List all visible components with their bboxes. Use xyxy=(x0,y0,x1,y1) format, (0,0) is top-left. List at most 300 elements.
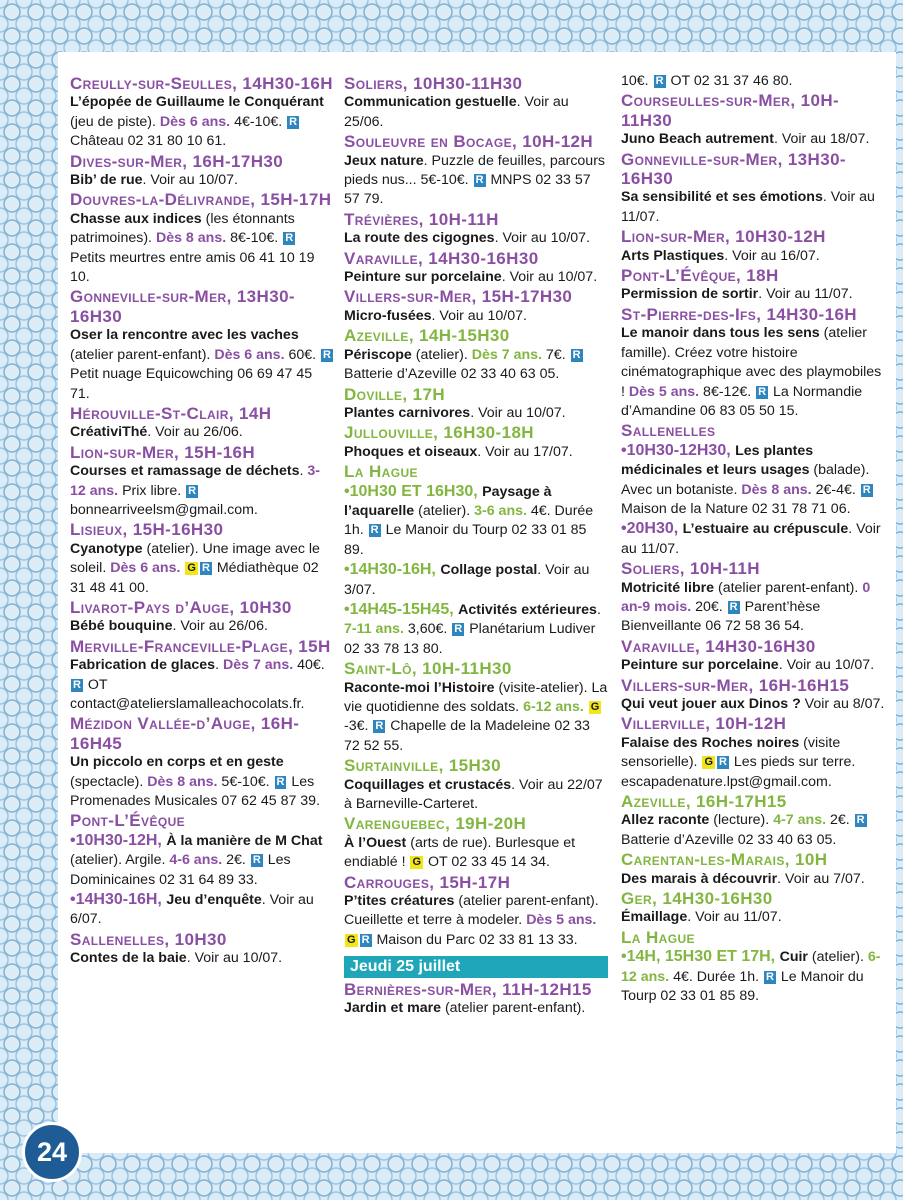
event-description: Voir au 8/07. xyxy=(800,696,885,712)
event-price: 2€. xyxy=(222,852,250,869)
event-description: . xyxy=(596,601,601,618)
event-details xyxy=(621,247,885,266)
reservation-badge-icon: R xyxy=(655,75,664,87)
town-heading: La Hague xyxy=(344,462,418,482)
reservation-badge-icon: R xyxy=(276,775,285,788)
event-details xyxy=(70,93,334,151)
event-description: (atelier). xyxy=(807,949,868,966)
event-entry xyxy=(621,676,885,715)
event-contact: Petit nuage Equicowching 06 69 47 45 71. xyxy=(70,366,313,402)
event-contact: Le Manoir du Tourp 02 33 01 85 89. xyxy=(344,522,587,558)
town-heading: Azeville, 16H-17H15 xyxy=(621,792,787,812)
town-heading: Azeville, 14H-15H30 xyxy=(344,326,510,346)
event-contact: Chapelle de la Madeleine 02 33 72 52 55. xyxy=(344,718,590,754)
reservation-badge-icon: R xyxy=(729,600,738,613)
free-badge-icon: G xyxy=(704,756,713,769)
free-badge-icon: G xyxy=(590,701,600,713)
event-details xyxy=(344,776,608,815)
event-details xyxy=(70,949,334,968)
event-title: Chasse aux indices xyxy=(70,210,202,227)
event-details xyxy=(621,519,885,559)
event-contact: Petits meurtres entre amis 06 41 10 19 10. xyxy=(70,249,315,286)
event-title: Des marais à découvrir xyxy=(621,870,778,887)
event-title: Coquillages et crustacés xyxy=(344,776,512,793)
event-time: •10H30-12H, xyxy=(70,831,167,849)
event-details xyxy=(621,441,885,520)
event-title: P’tites créatures xyxy=(344,893,455,910)
event-contact: Château 02 31 80 10 61. xyxy=(70,133,227,150)
event-entry xyxy=(344,385,608,424)
event-contact: Parent’hèse Bienveillante 06 72 58 36 54. xyxy=(621,598,821,635)
event-price: 8€-10€. xyxy=(226,230,283,247)
event-details xyxy=(344,93,608,132)
event-details xyxy=(621,324,885,421)
event-details xyxy=(70,831,334,890)
town-heading: Carrouges, 15H-17H xyxy=(344,872,511,892)
reservation-badge-icon: R xyxy=(188,484,197,497)
event-description: . Voir au 11/07. xyxy=(758,286,853,303)
town-heading: Mézidon Vallée-d’Auge, 16H-16H45 xyxy=(70,714,300,753)
event-details xyxy=(344,834,608,873)
event-title: Sa sensibilité et ses émotions xyxy=(621,189,823,206)
event-description: (arts de rue). Burlesque et endiablé ! xyxy=(344,834,576,871)
reservation-badge-icon: R xyxy=(361,933,370,946)
event-title: Les plantes médicinales et leurs usages xyxy=(621,442,814,479)
event-entry xyxy=(344,814,608,872)
event-title: Activités extérieures xyxy=(458,601,597,618)
event-title: Raconte-moi l’Histoire xyxy=(344,679,495,696)
event-contact: La Normandie d’Amandine 06 83 05 50 15. xyxy=(621,383,863,419)
event-details xyxy=(70,326,334,404)
event-description: . Voir au 6/07. xyxy=(70,892,314,928)
event-description: (atelier parent-enfant). xyxy=(70,346,211,363)
age-range: 4-7 ans. xyxy=(773,812,827,829)
event-details xyxy=(70,656,334,714)
reservation-badge-icon: R xyxy=(475,174,484,187)
event-title: Jardin et mare xyxy=(344,1000,441,1017)
event-entry xyxy=(621,792,885,850)
event-price: 40€. xyxy=(293,657,325,674)
event-title: Motricité libre xyxy=(621,579,715,596)
event-title: Cuir xyxy=(779,949,808,966)
event-entry xyxy=(621,91,885,149)
age-range: Dès 8 ans. xyxy=(155,230,227,247)
event-price: 20€. xyxy=(691,598,727,615)
event-time: •10H30 ET 16H30, xyxy=(344,482,483,500)
event-entry xyxy=(621,889,885,928)
event-price: 5€-10€. xyxy=(217,773,274,790)
town-heading: Varaville, 14H30-16H30 xyxy=(344,248,539,268)
town-heading: Varenguebec, 19H-20H xyxy=(344,814,527,834)
event-entry xyxy=(621,559,885,637)
event-description: . Puzzle de feuilles, parcours pieds nus... 5€-10€. xyxy=(344,152,606,189)
age-range: 7-11 ans. xyxy=(344,621,404,638)
event-contact: Les Dominicaines 02 31 64 89 33. xyxy=(70,852,291,888)
event-description: . Voir au 16/07. xyxy=(724,247,820,264)
event-details xyxy=(621,285,885,304)
event-entry xyxy=(70,443,334,521)
event-price: 4€-10€. xyxy=(230,113,287,130)
event-time: •14H, 15H30 ET 17H, xyxy=(621,948,780,966)
town-heading: Soliers, 10H30-11H30 xyxy=(344,74,523,93)
event-description: . Voir au 22/07 à Barneville-Carteret. xyxy=(344,776,603,813)
event-description: . Voir au 17/07. xyxy=(477,443,573,460)
event-title: L’épopée de Guillaume le Conquérant xyxy=(70,94,324,111)
event-entry xyxy=(621,928,885,1007)
event-details xyxy=(621,811,885,850)
event-entry xyxy=(621,637,885,676)
event-title: À la manière de M Chat xyxy=(166,832,323,849)
event-title: Oser la rencontre avec les vaches xyxy=(70,327,299,344)
column-3 xyxy=(621,72,885,1007)
event-description: . Voir au 10/07. xyxy=(494,230,591,247)
town-heading: Hérouville-St-Clair, 14H xyxy=(70,403,272,423)
event-entry xyxy=(621,266,885,305)
free-badge-icon: G xyxy=(187,562,196,575)
event-title: Permission de sortir xyxy=(621,286,759,303)
event-entry xyxy=(70,714,334,811)
event-details xyxy=(70,171,334,190)
event-entry xyxy=(621,227,885,266)
event-description: (atelier). Une image avec le soleil. xyxy=(70,540,320,577)
event-title: Bib’ de rue xyxy=(70,172,143,189)
event-entry xyxy=(621,72,885,91)
age-range: 3-6 ans. xyxy=(474,502,527,519)
event-contact: OT 02 33 45 14 34. xyxy=(424,854,550,871)
event-title: Juno Beach autrement xyxy=(621,131,774,148)
town-heading: Souleuvre en Bocage, 10H-12H xyxy=(344,132,594,152)
event-title: Peinture sur porcelaine xyxy=(621,657,779,674)
reservation-badge-icon: R xyxy=(454,623,463,636)
event-description: . Voir au 26/06. xyxy=(172,618,268,635)
column-2 xyxy=(344,74,608,1019)
event-description: (les étonnants patrimoines). xyxy=(70,210,295,247)
event-details xyxy=(621,656,885,675)
event-details xyxy=(344,229,608,248)
event-title: Falaise des Roches noires xyxy=(621,734,800,751)
event-description: . xyxy=(299,463,304,480)
event-title: Paysage à l’aquarelle xyxy=(344,483,552,519)
event-title: Fabrication de glaces xyxy=(70,657,216,674)
event-time: •14H30-16H, xyxy=(344,561,441,579)
event-contact: Le Manoir du Tourp 02 33 01 85 89. xyxy=(621,968,864,1005)
event-details xyxy=(621,908,885,927)
town-heading: Gonneville-sur-Mer, 13H30-16H30 xyxy=(621,149,846,189)
event-title: Cyanotype xyxy=(70,540,143,557)
event-details xyxy=(70,753,334,811)
town-heading: Courseulles-sur-Mer, 10H-11H30 xyxy=(621,91,840,130)
town-heading: Villers-sur-Mer, 16H-16H15 xyxy=(621,675,850,695)
event-details xyxy=(621,188,885,227)
town-heading: Merville-Franceville-Plage, 15H xyxy=(70,636,331,656)
event-price: 2€. xyxy=(826,812,854,829)
town-heading: Jullouville, 16H30-18H xyxy=(344,423,534,443)
event-entry xyxy=(344,74,608,132)
event-contact: Les Promenades Musicales 07 62 45 87 39. xyxy=(70,773,321,810)
event-entry xyxy=(70,404,334,443)
event-details xyxy=(70,890,334,930)
event-description: (lecture). xyxy=(709,812,770,829)
event-details xyxy=(621,947,885,1006)
event-entry xyxy=(344,249,608,288)
town-heading: Soliers, 10H-11H xyxy=(621,559,760,579)
event-description: . Voir au 18/07. xyxy=(773,131,870,148)
event-description: (atelier parent-enfant). xyxy=(441,1000,586,1017)
event-entry xyxy=(70,520,334,598)
event-entry xyxy=(70,152,334,191)
event-contact: Batterie d’Azeville 02 33 40 63 05. xyxy=(344,366,560,383)
event-price: 8€-12€. xyxy=(699,383,756,400)
event-price xyxy=(180,560,184,576)
age-range: 0 an-9 mois. xyxy=(621,579,871,615)
town-heading: Lion-sur-Mer, 10H30-12H xyxy=(621,227,826,247)
event-title: Qui veut jouer aux Dinos ? xyxy=(621,696,801,712)
event-title: Contes de la baie xyxy=(70,950,187,967)
reservation-badge-icon: R xyxy=(252,854,261,867)
event-details xyxy=(621,695,885,714)
event-entry xyxy=(70,811,334,929)
event-entry xyxy=(70,74,334,152)
event-details xyxy=(344,999,608,1018)
event-contact: Médiathèque 02 31 48 41 00. xyxy=(70,560,319,596)
age-range: 3-12 ans. xyxy=(70,463,321,499)
event-entry xyxy=(344,873,608,951)
event-entry xyxy=(621,421,885,559)
age-range: Dès 7 ans. xyxy=(471,346,542,363)
age-range: Dès 5 ans. xyxy=(628,383,700,400)
event-description: (atelier parent-enfant). xyxy=(714,579,859,596)
age-range: Dès 7 ans. xyxy=(222,657,294,674)
town-heading: Surtainville, 15H30 xyxy=(344,756,501,776)
town-heading: Creully-sur-Seulles, 14H30-16H xyxy=(70,74,333,93)
event-details xyxy=(621,72,885,91)
reservation-badge-icon: R xyxy=(765,970,774,983)
reservation-badge-icon: R xyxy=(285,232,294,245)
reservation-badge-icon: R xyxy=(719,756,727,769)
event-contact: bonnearriveelsm@gmail.com. xyxy=(70,501,258,518)
age-range: 6-12 ans. xyxy=(621,949,881,985)
event-contact: OT 02 31 37 46 80. xyxy=(666,73,793,89)
column-1 xyxy=(70,74,334,969)
reservation-badge-icon: R xyxy=(73,678,81,691)
event-contact: MNPS 02 33 57 57 79. xyxy=(344,172,591,208)
event-description: (jeu de piste). xyxy=(70,113,156,130)
event-price: 60€. xyxy=(284,346,321,363)
event-description: . Voir au 10/07. xyxy=(501,269,598,286)
event-title: Plantes carnivores xyxy=(344,404,471,421)
event-contact: Les pieds sur terre. escapadenature.lpst@gmail.com. xyxy=(621,754,856,790)
town-heading: Dives-sur-Mer, 16H-17H30 xyxy=(70,151,284,171)
town-heading: Varaville, 14H30-16H30 xyxy=(621,636,816,656)
event-entry xyxy=(344,659,608,756)
event-title: À l’Ouest xyxy=(344,834,407,851)
town-heading: Pont-L’Évêque, 18H xyxy=(621,266,779,286)
event-price: -3€. xyxy=(344,718,373,735)
free-badge-icon: G xyxy=(347,933,356,946)
age-range: Dès 8 ans. xyxy=(741,481,812,498)
event-entry xyxy=(70,190,334,287)
town-heading: Trévières, 10H-11H xyxy=(344,209,499,229)
event-entry xyxy=(344,132,608,210)
event-description: . Voir au 10/07. xyxy=(142,172,238,189)
event-entry xyxy=(344,756,608,814)
event-title: Périscope xyxy=(344,346,412,363)
event-description: (atelier). Argile. xyxy=(70,852,170,869)
age-range: 4-6 ans. xyxy=(169,852,223,869)
event-title: Courses et ramassage de déchets xyxy=(70,463,300,480)
event-description: . Voir au 25/06. xyxy=(344,94,569,130)
event-description: (visite sensorielle). xyxy=(621,734,841,771)
event-title: Un piccolo en corps et en geste xyxy=(70,754,284,771)
event-title: Jeux nature xyxy=(344,152,424,169)
town-heading: Bernières-sur-Mer, 11H-12H15 xyxy=(344,979,592,999)
event-details xyxy=(70,462,334,520)
event-description: . Voir au 3/07. xyxy=(344,562,590,598)
event-description: . Voir au 11/07. xyxy=(621,189,875,225)
event-details xyxy=(621,579,885,637)
free-badge-icon: G xyxy=(412,856,422,869)
event-title: Le manoir dans tous les sens xyxy=(621,325,820,342)
event-entry xyxy=(344,462,608,659)
town-heading: Livarot-Pays d’Auge, 10H30 xyxy=(70,597,292,617)
event-title: CréativiThé xyxy=(70,424,148,441)
event-price xyxy=(584,699,588,715)
event-entry xyxy=(344,210,608,249)
event-details xyxy=(344,307,608,326)
event-title: Communication gestuelle xyxy=(344,94,517,111)
event-details xyxy=(344,560,608,600)
event-details xyxy=(344,443,608,462)
town-heading: Lisieux, 15H-16H30 xyxy=(70,520,224,540)
event-time: •14H45-15H45, xyxy=(344,600,459,618)
event-entry xyxy=(621,305,885,421)
reservation-badge-icon: R xyxy=(375,720,384,733)
event-description: . xyxy=(215,657,220,674)
town-heading: Sallenelles xyxy=(621,421,716,441)
town-heading: Villerville, 10H-12H xyxy=(621,714,787,734)
event-price: 3,60€. xyxy=(403,621,452,638)
event-details xyxy=(344,268,608,287)
town-heading: St-Pierre-des-Ifs, 14H30-16H xyxy=(621,304,857,324)
event-entry xyxy=(621,850,885,889)
event-price: Prix libre. xyxy=(118,482,186,499)
event-details xyxy=(344,346,608,385)
event-details xyxy=(344,482,608,561)
reservation-badge-icon: R xyxy=(572,348,581,361)
town-heading: Carentan-les-Marais, 10H xyxy=(621,850,828,870)
event-title: La route des cigognes xyxy=(344,230,495,247)
event-title: Phoques et oiseaux xyxy=(344,443,478,460)
event-title: Bébé bouquine xyxy=(70,618,173,635)
day-header: Jeudi 25 juillet xyxy=(344,956,608,977)
event-price: 4€. Durée 1h. xyxy=(669,968,763,985)
event-details xyxy=(344,152,608,210)
event-title: Allez raconte xyxy=(621,812,710,829)
event-price: 10€. xyxy=(621,73,653,89)
reservation-badge-icon: R xyxy=(856,814,865,827)
town-heading: Douvres-la-Délivrande, 15H-17H xyxy=(70,190,332,210)
event-description: . Voir au 11/07. xyxy=(687,909,782,926)
event-entry xyxy=(70,930,334,969)
event-details xyxy=(70,540,334,598)
content-area xyxy=(58,52,896,1153)
event-price: 2€-4€. xyxy=(811,481,860,498)
event-time: •10H30-12H30, xyxy=(621,441,736,459)
event-time: •20H30, xyxy=(621,520,683,538)
event-details xyxy=(344,600,608,659)
page-number: 24 xyxy=(22,1122,82,1182)
event-title: Collage postal xyxy=(440,562,538,579)
event-entry xyxy=(621,150,885,228)
event-details xyxy=(70,617,334,636)
event-contact: OT contact@atelierslamalleachocolats.fr. xyxy=(70,676,305,712)
event-details xyxy=(344,404,608,423)
reservation-badge-icon: R xyxy=(289,115,298,128)
event-entry xyxy=(70,598,334,637)
age-range: Dès 6 ans. xyxy=(110,560,181,577)
town-heading: Gonneville-sur-Mer, 13H30-16H30 xyxy=(70,287,295,326)
event-description: (visite-atelier). La vie quotidienne des soldats. xyxy=(344,679,608,715)
event-entry xyxy=(70,637,334,715)
event-contact: Batterie d’Azeville 02 33 40 63 05. xyxy=(621,831,837,848)
event-entry xyxy=(344,287,608,326)
event-description: (spectacle). xyxy=(70,773,144,790)
age-range: Dès 5 ans. xyxy=(526,912,597,929)
event-entry xyxy=(70,287,334,403)
event-entry xyxy=(344,423,608,462)
event-description: . Voir au 7/07. xyxy=(777,870,865,887)
event-details xyxy=(621,870,885,889)
reservation-badge-icon: R xyxy=(758,385,767,398)
event-title: L’estuaire au crépuscule xyxy=(682,521,849,538)
event-details xyxy=(621,734,885,792)
event-details xyxy=(70,423,334,442)
event-description: . Voir au 10/07. xyxy=(186,950,283,967)
reservation-badge-icon: R xyxy=(370,524,379,537)
reservation-badge-icon: R xyxy=(862,483,871,496)
town-heading: Pont-L’Évêque xyxy=(70,811,186,831)
event-price: 4€. Durée 1h. xyxy=(344,502,594,539)
event-details xyxy=(344,892,608,950)
event-time: •14H30-16H, xyxy=(70,891,167,909)
town-heading: Ger, 14H30-16H30 xyxy=(621,889,773,909)
event-price: 7€. xyxy=(541,346,570,363)
age-range: 6-12 ans. xyxy=(523,699,584,715)
event-description: . Voir au 10/07. xyxy=(431,307,527,324)
event-title: Micro-fusées xyxy=(344,307,432,324)
event-description: (atelier). xyxy=(411,346,468,363)
town-heading: Villers-sur-Mer, 15H-17H30 xyxy=(344,287,573,307)
reservation-badge-icon: R xyxy=(323,348,331,361)
event-description: (atelier famille). Créez votre histoire cinématographique avec des playmobiles ! xyxy=(621,325,882,400)
event-details xyxy=(621,130,885,149)
event-description: (atelier). xyxy=(414,502,475,519)
event-contact: Maison de la Nature 02 31 78 71 06. xyxy=(621,500,851,517)
town-heading: Sallenelles, 10H30 xyxy=(70,929,227,949)
town-heading: Lion-sur-Mer, 15H-16H xyxy=(70,442,256,462)
event-entry xyxy=(344,980,608,1019)
event-details xyxy=(70,210,334,288)
age-range: Dès 6 ans. xyxy=(159,113,231,130)
event-title: Arts Plastiques xyxy=(621,247,725,264)
event-details xyxy=(344,679,608,757)
town-heading: Doville, 17H xyxy=(344,384,446,404)
town-heading: Saint-Lô, 10H-11H30 xyxy=(344,659,512,679)
age-range: Dès 6 ans. xyxy=(214,346,285,363)
event-title: Jeu d’enquête xyxy=(166,892,262,909)
age-range: Dès 8 ans. xyxy=(147,773,218,790)
event-contact: Planétarium Ludiver 02 33 78 13 80. xyxy=(344,621,596,657)
